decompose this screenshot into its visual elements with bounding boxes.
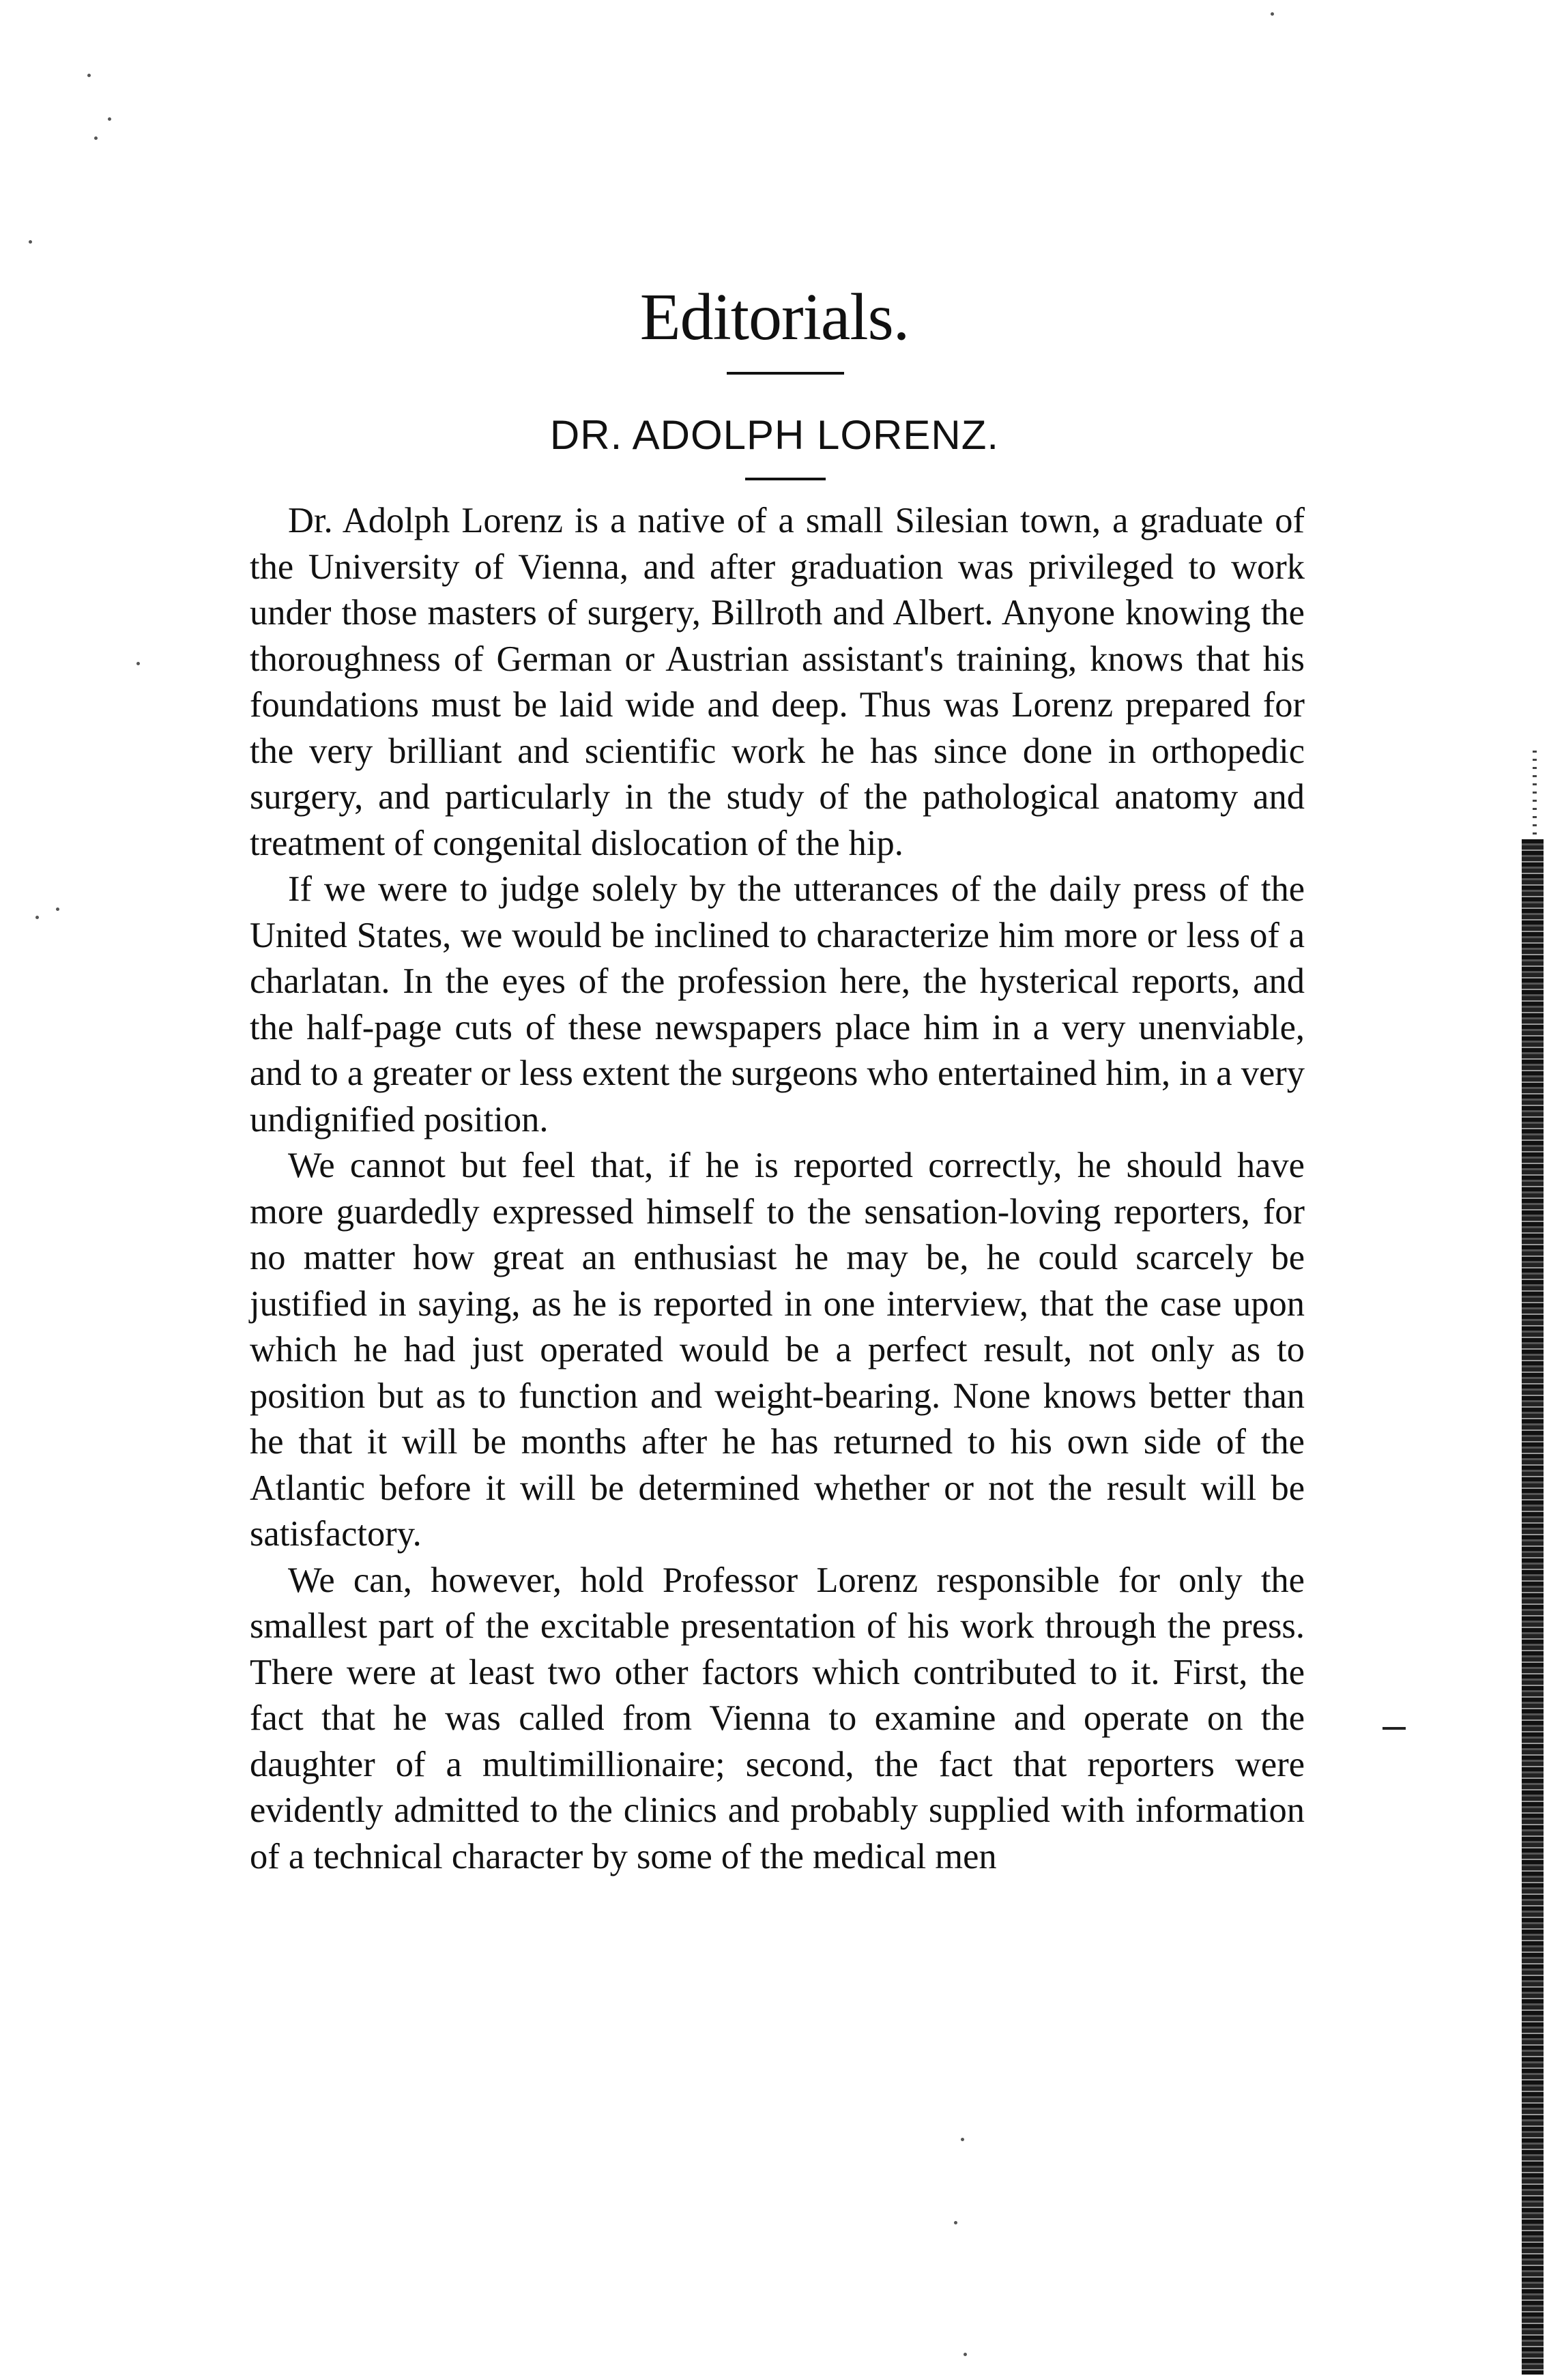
margin-dash-mark bbox=[1382, 1727, 1406, 1730]
article-body bbox=[250, 498, 1305, 1880]
article-paragraph: We can, however, hold Professor Lorenz responsible for only the smallest part of the excitable presentation of his work through the press. There were at least two other factors which contributed to it. First, the fact that he was called from Vienna to examine and operate on the daughter of a multimillionaire; second, the fact that reporters were evidently admitted to the clinics and probably supplied with information of a technical character by some of the medical men bbox=[250, 1560, 1305, 1876]
scan-speck bbox=[56, 908, 59, 911]
article-paragraph: We cannot but feel that, if he is reported correctly, he should have more guardedly expressed himself to the sensation-loving reporters, for no matter how great an enthusiast he may be, he could scarcely be justified in saying, as he is reported in one interview, that the case upon which he had just operated would be a perfect result, not only as to position but as to function and weight-bearing. None knows better than he that it will be months after he has returned to his own side of the Atlantic before it will be determined whether or not the result will be satisfactory. bbox=[250, 1146, 1305, 1554]
scan-edge-artifact-faint bbox=[1533, 751, 1537, 839]
title-divider-rule bbox=[727, 372, 844, 375]
article-paragraph: Dr. Adolph Lorenz is a native of a small Silesian town, a graduate of the University of Vienna, and after graduation was privileged to work under those masters of surgery, Billroth and Albert. Anyone knowing the thoroughness of German or Austrian assistant's training, knows that his foundations must be laid wide and deep. Thus was Lorenz prepared for the very brilliant and scientific work he has since done in orthopedic surgery, and particularly in the study of the pathological anatomy and treatment of congenital dislocation of the hip. bbox=[250, 501, 1305, 863]
article-paragraph: If we were to judge solely by the utterances of the daily press of the United States, we would be inclined to characterize him more or less of a charlatan. In the eyes of the profession here, the hysterical reports, and the half-page cuts of these newspapers place him in a very unenviable, and to a greater or less extent the surgeons who entertained him, in a very undignified position. bbox=[250, 869, 1305, 1140]
scan-speck bbox=[87, 74, 91, 77]
article-divider-rule bbox=[745, 478, 826, 480]
scan-edge-artifact bbox=[1522, 839, 1544, 2375]
scan-speck bbox=[136, 662, 140, 665]
scan-speck bbox=[964, 2353, 967, 2356]
article-title: DR. ADOLPH LORENZ. bbox=[549, 412, 1000, 458]
scan-speck bbox=[35, 916, 39, 919]
scan-speck bbox=[954, 2221, 957, 2224]
scan-speck bbox=[94, 136, 98, 140]
scan-speck bbox=[108, 117, 111, 121]
scan-speck bbox=[961, 2138, 964, 2141]
section-title: Editorials. bbox=[639, 280, 910, 354]
scan-speck bbox=[1271, 12, 1274, 16]
scan-speck bbox=[29, 240, 32, 244]
